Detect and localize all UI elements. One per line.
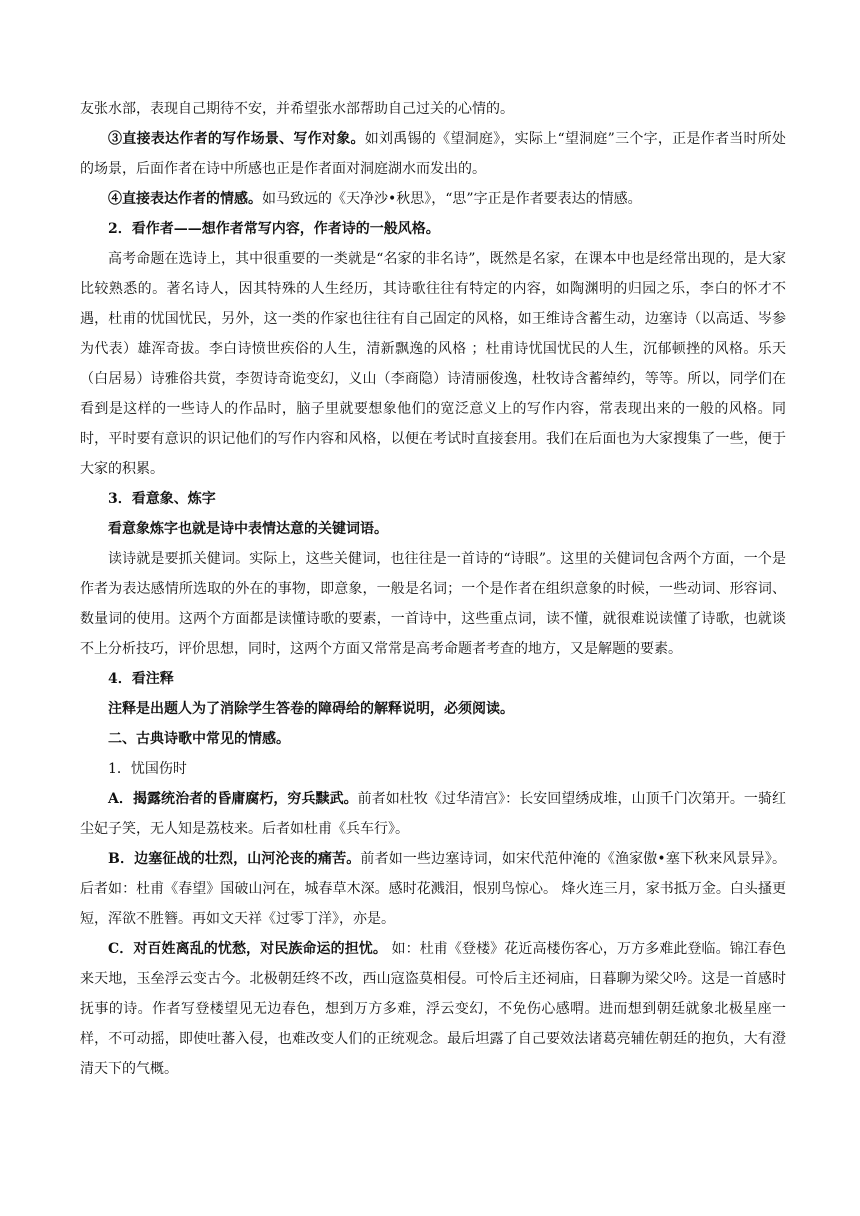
point-3-lead: ③直接表达作者的写作场景、写作对象。 xyxy=(108,131,365,147)
paragraph-point-3 xyxy=(80,124,786,184)
item-a-body: 前者如杜牧《过华清宫》：长安回望绣成堆，山顶千门次第开。一骑红尘妃子笑，无人知是荔枝来。后者如杜甫《兵车行》。 xyxy=(80,791,786,837)
point-4-lead: ④直接表达作者的情感。 xyxy=(108,191,262,207)
heading-annotations: 4．看注释 xyxy=(108,671,174,687)
point-4-body: 如马致远的《天净沙•秋思》，“思”字正是作者要表达的情感。 xyxy=(262,191,642,207)
item-b-lead: B．边塞征战的壮烈，山河沦丧的痛苦。 xyxy=(108,851,361,867)
item-a-lead: A．揭露统治者的昏庸腐朽，穷兵黩武。 xyxy=(108,791,358,807)
paragraph-continuation: 友张水部，表现自己期待不安，并希望张水部帮助自己过关的心情的。 xyxy=(80,101,514,117)
paragraph-point-4 xyxy=(80,184,786,214)
section-title-emotions: 二、古典诗歌中常见的情感。 xyxy=(108,731,290,747)
document-page xyxy=(80,94,786,1084)
item-a xyxy=(80,784,786,844)
subheading-annotations: 注释是出题人为了消除学生答卷的障碍给的解释说明，必须阅读。 xyxy=(108,701,514,717)
heading-imagery: 3．看意象、炼字 xyxy=(108,491,216,507)
subheading-imagery: 看意象炼字也就是诗中表情达意的关键词语。 xyxy=(108,521,388,537)
item-c-lead: C．对百姓离乱的忧愁，对民族命运的担忧。 xyxy=(108,941,387,957)
subsection-title-patriotism: 1．忧国伤时 xyxy=(108,761,187,777)
paragraph-famous-poets: 高考命题在选诗上，其中很重要的一类就是“名家的非名诗”，既然是名家，在课本中也是经常出现的，是大家比较熟悉的。著名诗人，因其特殊的人生经历，其诗歌往往有特定的内容，如陶渊明的归园之乐，李白的怀才不遇，杜甫的忧国忧民，另外，这一类的作家也往往有自己固定的风格，如王维诗含蓄生动，边塞诗（以高适、岑参为代表）雄浑奇拔。李白诗愤世疾俗的人生，清新飘逸的风格 ；杜甫诗忧国忧民的人生，沉郁顿挫的风格。乐天（白居易）诗雅俗共赏，李贺诗奇诡变幻，义山（李商隐）诗清丽俊逸，杜牧诗含蓄绰约，等等。所以，同学们在看到是这样的一些诗人的作品时，脑子里就要想象他们的宽泛意义上的写作内容，常表现出来的一般的风格。同时，平时要有意识的识记他们的写作内容和风格，以便在考试时直接套用。我们在后面也为大家搜集了一些，便于大家的积累。 xyxy=(80,251,786,477)
heading-look-at-author: 2．看作者——想作者常写内容，作者诗的一般风格。 xyxy=(108,221,440,237)
paragraph-key-words: 读诗就是要抓关健词。实际上，这些关健词，也往往是一首诗的“诗眼”。这里的关健词包含两个方面，一个是作者为表达感情所选取的外在的事物，即意象，一般是名词；一个是作者在组织意象的时候，一些动词、形容词、数量词的使用。这两个方面都是读懂诗歌的要素，一首诗中，这些重点词，读不懂，就很难说读懂了诗歌，也就谈不上分析技巧，评价思想，同时，这两个方面又常常是高考命题者考查的地方，又是解题的要素。 xyxy=(80,551,786,657)
item-b xyxy=(80,844,786,934)
item-c xyxy=(80,934,786,1084)
item-c-body: 如：杜甫《登楼》花近高楼伤客心，万方多难此登临。锦江春色来天地，玉垒浮云变古今。北极朝廷终不改，西山寇盗莫相侵。可怜后主还祠庙，日暮聊为梁父吟。这是一首感时抚事的诗。作者写登楼望见无边春色，想到万方多难，浮云变幻，不免伤心感喟。进而想到朝廷就象北极星座一样，不可动摇，即使吐蕃入侵，也难改变人们的正统观念。最后坦露了自己要效法诸葛亮辅佐朝廷的抱负，大有澄清天下的气概。 xyxy=(80,941,786,1077)
item-b-body: 前者如一些边塞诗词，如宋代范仲淹的《渔家傲•塞下秋来风景异》。后者如：杜甫《春望》国破山河在，城春草木深。感时花溅泪，恨别鸟惊心。 烽火连三月，家书抵万金。白头搔更短，浑欲不胜簪。再如文天祥《过零丁洋》，亦是。 xyxy=(80,851,786,927)
point-3-body: 如刘禹锡的《望洞庭》，实际上“望洞庭”三个字，正是作者当时所处的场景，后面作者在诗中所感也正是作者面对洞庭湖水而发出的。 xyxy=(80,131,786,177)
